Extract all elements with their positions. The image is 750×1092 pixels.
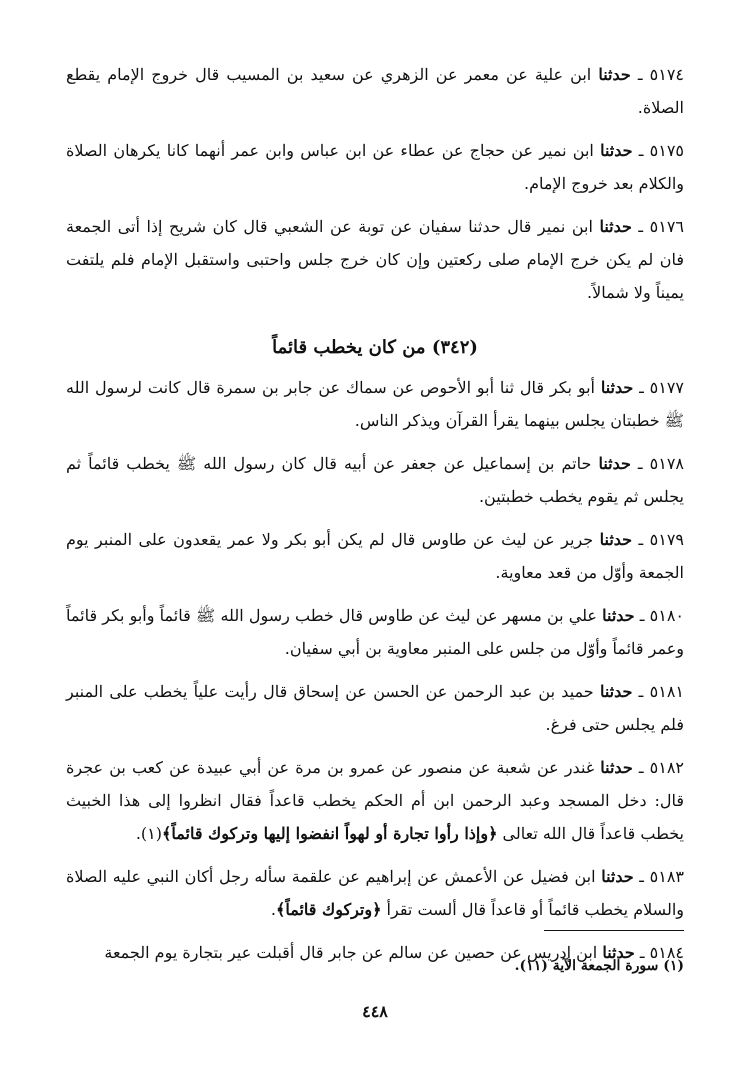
hadith-separator: ـ bbox=[630, 65, 650, 84]
hadith-number: ٥١٧٦ bbox=[649, 217, 685, 236]
hadith-lead-word: حدثنا bbox=[599, 682, 633, 701]
hadith-5181 bbox=[66, 675, 684, 741]
hadith-lead-word: حدثنا bbox=[600, 141, 633, 160]
hadith-text: غندر عن شعبة عن منصور عن عمرو بن مرة عن أبي عبيدة عن كعب بن عجرة قال: دخل المسجد وعبد الرحمن ابن أم الحكم يخطب قاعداً فقال انظروا إلى هذا الخبيث يخطب قاعداً قال الله تعالى bbox=[66, 758, 684, 843]
footnote-divider bbox=[544, 930, 684, 931]
hadith-lead-word: حدثنا bbox=[600, 758, 633, 777]
hadith-separator: ـ bbox=[634, 943, 650, 962]
hadith-5177 bbox=[66, 371, 684, 437]
hadith-number: ٥١٧٥ bbox=[649, 141, 684, 160]
hadith-lead-word: حدثنا bbox=[600, 378, 634, 397]
hadith-text: حاتم بن إسماعيل عن جعفر عن أبيه قال كان رسول الله ﷺ يخطب قائماً ثم يجلس ثم يقوم يخطب خطبتين. bbox=[66, 454, 684, 506]
hadith-5182 bbox=[66, 751, 684, 850]
hadith-lead-word: حدثنا bbox=[602, 606, 635, 625]
hadith-5175 bbox=[66, 134, 684, 200]
page-number: ٤٤٨ bbox=[362, 1002, 388, 1021]
hadith-separator: ـ bbox=[634, 606, 650, 625]
hadith-lead-word: حدثنا bbox=[598, 65, 631, 84]
hadith-text: ابن فضيل عن الأعمش عن إبراهيم عن علقمة سأله رجل أكان النبي عليه الصلاة والسلام يخطب قائماً أو قاعداً قال ألست تقرأ bbox=[66, 867, 684, 919]
hadith-text: ابن إدريس عن حصين عن سالم عن جابر قال أقبلت عير بتجارة يوم الجمعة bbox=[104, 943, 603, 962]
hadith-separator: ـ bbox=[633, 867, 650, 886]
hadith-text: أبو بكر قال ثنا أبو الأحوص عن سماك عن جابر بن سمرة قال كانت لرسول الله ﷺ خطبتان يجلس بينهما يقرأ القرآن ويذكر الناس. bbox=[66, 378, 684, 430]
hadith-separator: ـ bbox=[632, 682, 650, 701]
hadith-lead-word: حدثنا bbox=[602, 943, 635, 962]
hadith-text: علي بن مسهر عن ليث عن طاوس قال خطب رسول الله ﷺ قائماً وأبو بكر قائماً وعمر قائماً وأوّل من جلس على المنبر معاوية بن أبي سفيان. bbox=[66, 606, 684, 658]
footnote-ref: (١). bbox=[135, 824, 162, 843]
hadith-number: ٥١٧٨ bbox=[649, 454, 685, 473]
hadith-5178 bbox=[66, 447, 684, 513]
footnote: (١) سورة الجمعة الآية (١١). bbox=[514, 958, 684, 974]
hadith-5174 bbox=[66, 58, 684, 124]
hadith-tail: . bbox=[270, 900, 276, 919]
hadith-separator: ـ bbox=[630, 454, 650, 473]
hadith-number: ٥١٨٤ bbox=[649, 943, 684, 962]
hadith-separator: ـ bbox=[632, 141, 650, 160]
hadith-lead-word: حدثنا bbox=[601, 867, 634, 886]
section-heading: (٣٤٢) من كان يخطب قائماً bbox=[272, 337, 478, 358]
hadith-separator: ـ bbox=[632, 758, 650, 777]
hadith-number: ٥١٧٤ bbox=[649, 65, 685, 84]
hadith-text: ابن نمير عن حجاج عن عطاء عن ابن عباس وابن عمر أنهما كانا يكرهان الصلاة والكلام بعد خروج الإمام. bbox=[66, 141, 684, 193]
hadith-number: ٥١٨١ bbox=[649, 682, 684, 701]
hadith-text: حميد بن عبد الرحمن عن الحسن عن إسحاق قال رأيت علياً يخطب على المنبر فلم يجلس حتى فرغ. bbox=[66, 682, 684, 734]
hadith-lead-word: حدثنا bbox=[599, 530, 633, 549]
hadith-text: ابن نمير قال حدثنا سفيان عن توبة عن الشعبي قال كان شريح إذا أتى الجمعة فان لم يكن خرج الإمام صلى ركعتين وإن كان خرج جلس واحتبى واستقبل الإمام فلم يلتفت يميناً ولا شمالاً. bbox=[66, 217, 684, 302]
hadith-text: ابن علية عن معمر عن الزهري عن سعيد بن المسيب قال خروج الإمام يقطع الصلاة. bbox=[66, 65, 684, 117]
hadith-separator: ـ bbox=[631, 217, 650, 236]
page-body bbox=[66, 58, 684, 979]
hadith-number: ٥١٨٢ bbox=[649, 758, 685, 777]
hadith-lead-word: حدثنا bbox=[598, 454, 631, 473]
quran-quote: ﴿وإذا رأوا تجارة أو لهواً انفضوا إليها وتركوك قائماً﴾ bbox=[161, 824, 498, 843]
hadith-5180 bbox=[66, 599, 684, 665]
hadith-5179 bbox=[66, 523, 684, 589]
hadith-separator: ـ bbox=[632, 530, 650, 549]
hadith-number: ٥١٧٧ bbox=[649, 378, 685, 397]
hadith-number: ٥١٨٠ bbox=[649, 606, 685, 625]
hadith-number: ٥١٨٣ bbox=[649, 867, 685, 886]
quran-quote: ﴿وتركوك قائماً﴾ bbox=[275, 900, 382, 919]
hadith-5183 bbox=[66, 860, 684, 926]
hadith-text: جرير عن ليث عن طاوس قال لم يكن أبو بكر ولا عمر يقعدون على المنبر يوم الجمعة وأوّل من قعد معاوية. bbox=[66, 530, 684, 582]
hadith-separator: ـ bbox=[633, 378, 650, 397]
hadith-5176 bbox=[66, 210, 684, 309]
hadith-number: ٥١٧٩ bbox=[649, 530, 684, 549]
hadith-lead-word: حدثنا bbox=[599, 217, 632, 236]
